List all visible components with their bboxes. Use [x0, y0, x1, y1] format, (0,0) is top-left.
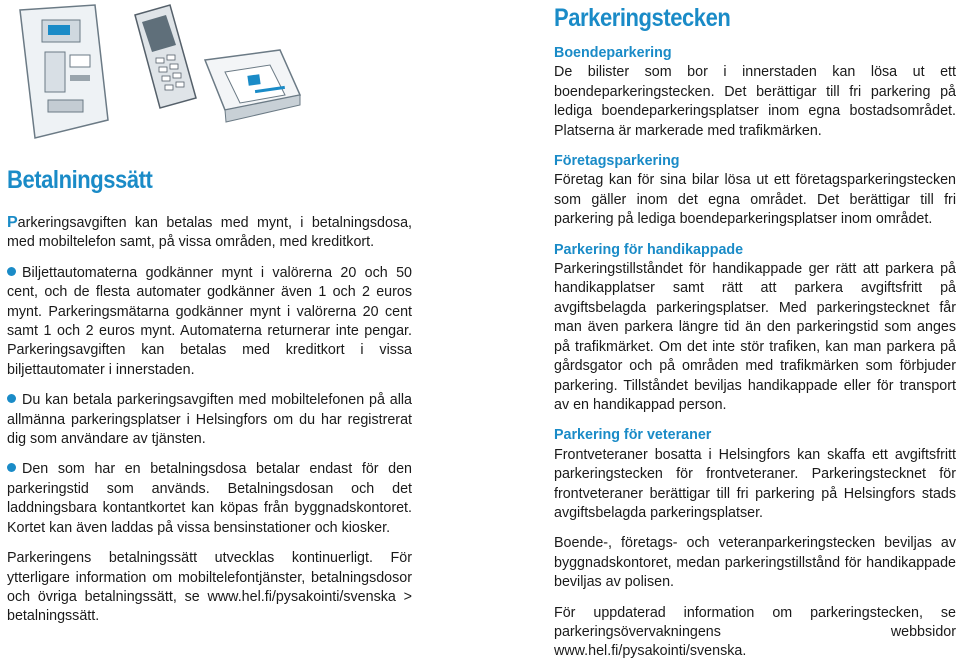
section-body: Frontveteraner bosatta i Helsingfors kan skaffa ett avgiftsfritt parkeringstecken för frontveteraner. Parkeringstecknet för frontveteraner berättigar till fri parkering på Helsingfors stads avgiftsbelagda parkeringsplatser. [554, 446, 956, 521]
disabled-parking-section [554, 241, 956, 416]
ticket-machine-icon [20, 5, 108, 138]
section-heading: Boendeparkering [554, 45, 672, 61]
bullet-item [7, 391, 412, 449]
payment-methods-title: Betalningssätt [7, 166, 153, 194]
intro-initial: P [7, 214, 18, 231]
intro-text: arkeringsavgiften kan betalas med mynt, i betalningsdosa, med mobiltelefon samt, på vissa områden, med kreditkort. [7, 215, 412, 251]
bullet-text: Biljettautomaterna godkänner mynt i valörerna 20 och 50 cent, och de flesta automater godkänner även 1 och 2 euros mynt. Parkeringsmätarna godkänner mynt i valörerna 20 cent samt 1 och 2 euros mynt. Automaterna returnerar inte pengar. Parkeringsavgiften kan betalas med kreditkort i vissa biljettautomater i innerstaden. [7, 264, 412, 378]
section-body: De bilister som bor i innerstaden kan lösa ut ett boendeparkeringstecken. Det berättigar till fri parkering på lediga boendeparkeringsplatser inom egna bostadsområdet. Platserna är markerade med trafikmärken. [554, 64, 956, 139]
bullet-icon [7, 267, 16, 276]
bullet-icon [7, 394, 16, 403]
section-body: Parkeringstillståndet för handikappade ger rätt att parkera på handikapplatser samt rätt att parkera avgiftsfritt på avgiftsbelagda parkeringsplatser. Med parkeringstecknet får man även parkera längre tid än den parkeringstid som anges på trafikmärket. Om det inte stör trafiken, kan man parkera på gårdsgator och på områden med trafikmärken som förbjuder parkering. Tillståndet beviljas handikappade eller för transport av en handikappad person. [554, 261, 956, 413]
section-body: Företag kan för sina bilar lösa ut ett företagsparkeringstecken som gäller inom det egna området. Det berättigar till fri parkering på lediga boendeparkeringsplatser inom området. [554, 172, 956, 228]
company-parking-section [554, 152, 956, 230]
bullet-icon [7, 463, 16, 472]
more-info-paragraph: För uppdaterad information om parkeringstecken, se parkeringsövervakningens webbsidor www.hel.fi/pysakointi/svenska. [554, 604, 956, 660]
closing-paragraph: Parkeringens betalningssätt utvecklas kontinuerligt. För ytterligare information om mobiltelefontjänster, betalningsdosor och övriga betalningssätt, se www.hel.fi/pysakointi/svenska > betalningssätt. [7, 550, 412, 625]
bullet-item [7, 460, 412, 538]
bullet-text: Den som har en betalningsdosa betalar endast för den parkeringstid som används. Betalningsdosan och det laddningsbara kontantkortet kan köpas från byggnadskontoret. Kortet kan även laddas på vissa bensinstationer och kiosker. [7, 461, 412, 536]
bullet-text: Du kan betala parkeringsavgiften med mobiltelefonen på alla allmänna parkeringsplatser i Helsingfors om du har registrerat dig som användare av tjänsten. [7, 392, 412, 448]
resident-parking-section [554, 44, 956, 141]
payment-devices-illustration [0, 0, 330, 150]
card-reader-icon [205, 50, 300, 122]
veteran-parking-section [554, 426, 956, 523]
mobile-phone-icon [135, 5, 196, 108]
bullet-item [7, 264, 412, 380]
section-heading: Parkering för handikappade [554, 241, 744, 258]
section-heading: Parkering för veteraner [554, 427, 712, 444]
section-heading: Företagsparkering [554, 153, 680, 170]
issuing-authority-paragraph: Boende-, företags- och veteranparkeringstecken beviljas av byggnadskontoret, medan parkeringstillstånd för handikappade beviljas av polisen. [554, 535, 956, 591]
intro-paragraph [7, 213, 412, 253]
parking-permits-title: Parkeringstecken [554, 4, 731, 32]
payment-methods-section [7, 165, 412, 627]
parking-permits-section [554, 0, 956, 662]
